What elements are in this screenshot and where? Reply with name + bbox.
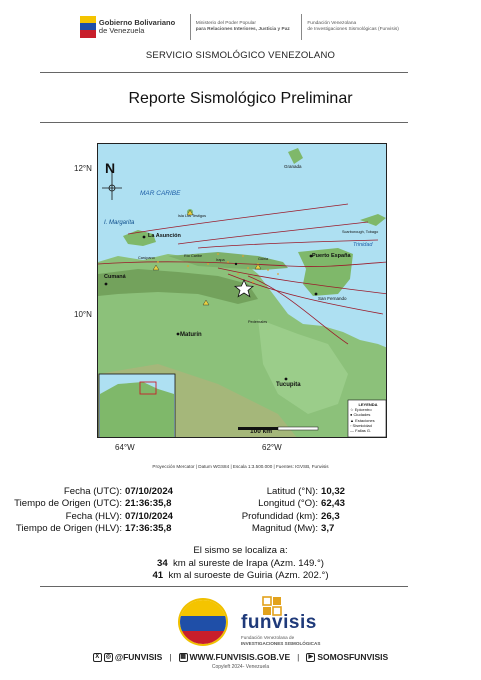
label-margarita: I. Margarita <box>104 220 135 226</box>
venezuela-flag-icon <box>80 16 95 38</box>
funvisis-subtitle: Fundación Venezolana de INVESTIGACIONES SISMOLÓGICAS <box>241 635 321 646</box>
distance-irapa: 34 <box>156 558 168 569</box>
ministry-line1: Ministerio del Poder Popular <box>195 21 256 26</box>
header-divider <box>190 14 191 40</box>
ministry-line2: para Relaciones Interiores, Justicia y Paz <box>195 27 290 32</box>
legend-title: LEYENDA <box>358 402 378 407</box>
footer-links <box>0 652 481 662</box>
lon-label-64: 64°W <box>115 443 135 452</box>
row-date-hlv: Fecha (HLV): 07/10/2024 <box>65 510 174 522</box>
epicenter-map <box>97 143 387 438</box>
distance-guiria: 41 <box>152 570 164 581</box>
youtube-icon: ▶ <box>306 653 315 662</box>
event-location-table <box>239 486 345 535</box>
location-intro: El sismo se localiza a: <box>193 545 288 556</box>
map-graphic <box>98 144 387 438</box>
youtube-link[interactable]: SOMOSFUNVISIS <box>317 652 389 662</box>
row-longitude: Longitud (°O): 62,43 <box>258 498 346 510</box>
granada-island <box>288 148 303 164</box>
label-los-testigos: Isla Los Testigos <box>178 214 206 218</box>
legend-item-seismicity: ◦ Sismicidad <box>350 422 372 428</box>
label-trinidad: Trinidad <box>353 242 373 248</box>
gov-line1: Gobierno Bolivariano <box>98 17 176 27</box>
report-title: Reporte Sismológico Preliminar <box>128 90 353 107</box>
website-link[interactable]: WWW.FUNVISIS.GOB.VE <box>189 652 291 662</box>
location-line-irapa: 34 km al sureste de Irapa (Azm. 149.°) <box>156 558 324 569</box>
ministry-seal-logo <box>178 598 228 646</box>
divider <box>40 122 408 123</box>
label-irapa: Irapa <box>216 258 225 262</box>
tobago-island <box>360 214 386 226</box>
header <box>80 10 410 44</box>
lat-label-10: 10°N <box>74 310 92 319</box>
service-name: SERVICIO SISMOLÓGICO VENEZOLANO <box>145 50 336 61</box>
header-divider <box>301 14 302 40</box>
funvisis-header-text <box>307 21 410 33</box>
legend-item-epicenter: ☆ Epicentro <box>350 407 372 413</box>
social-handle-link[interactable]: @FUNVISIS <box>114 652 163 662</box>
legend <box>350 402 386 433</box>
government-logo-text <box>99 19 185 36</box>
legend-item-stations: ▲ Estaciones <box>350 417 375 423</box>
north-arrow-icon <box>102 172 122 200</box>
label-rio-caribe: Río Caribe <box>184 254 203 258</box>
row-depth: Profundidad (km): 26,3 <box>241 510 340 522</box>
row-magnitude: Magnitud (Mw): 3,7 <box>251 522 335 534</box>
legend-item-cities: ● Ciudades <box>350 412 371 418</box>
divider <box>40 72 408 73</box>
label-carupano: Carúpano <box>138 256 155 260</box>
label-san-fernando: San Fernando <box>318 296 347 301</box>
funvisis-wordmark: funvisis <box>241 612 317 633</box>
sea-label: MAR CARIBE <box>140 190 181 197</box>
copyright: Copyleft 2024- Venezuela <box>211 664 270 670</box>
label-scarborough: Scarborough, Tobago <box>342 230 379 234</box>
label-granada: Granada <box>284 164 302 169</box>
funvisis-line2: de Investigaciones Sismológicas (Funvisis) <box>307 27 399 32</box>
instagram-icon: ◎ <box>105 653 111 660</box>
divider <box>40 586 408 587</box>
label-cumana: Cumaná <box>104 274 126 280</box>
label-puerto-espana: Puerto España <box>312 253 351 259</box>
lon-label-62: 62°W <box>262 443 282 452</box>
row-latitude: Latitud (°N): 10,32 <box>266 486 346 497</box>
inset-map <box>99 374 175 438</box>
label-asuncion: La Asunción <box>148 233 181 239</box>
map-caption: Proyección Mercator | Datum WGS84 | Escala 1:3.500.000 | Fuentes: IGVSB, Funvisis <box>152 464 329 469</box>
web-grid-icon: ▦ <box>180 653 186 660</box>
funvisis-line1: Fundación Venezolana <box>307 21 357 26</box>
north-label: N <box>105 160 116 176</box>
label-maturin: Maturín <box>180 332 202 338</box>
row-date-utc: Fecha (UTC): 07/10/2024 <box>63 486 174 497</box>
scale-label: 100 km <box>250 428 273 435</box>
label-guiria: Güiria <box>258 257 269 261</box>
label-tucupita: Tucupita <box>276 382 301 388</box>
lat-label-12: 12°N <box>74 164 92 173</box>
ministry-text <box>196 21 297 33</box>
footer-separator: | <box>297 652 300 662</box>
gov-line2: de Venezuela <box>98 26 145 35</box>
x-icon: X <box>93 653 102 662</box>
footer-separator: | <box>169 652 172 662</box>
row-time-hlv: Tiempo de Origen (HLV): 17:36:35,8 <box>15 522 172 534</box>
legend-item-faults: — Fallas G. <box>350 428 372 434</box>
row-time-utc: Tiempo de Origen (UTC): 21:36:35,8 <box>14 498 172 510</box>
label-pedernales: Pedernales <box>248 320 268 324</box>
event-time-table <box>0 486 189 535</box>
location-line-guiria: 41 km al suroeste de Guiria (Azm. 202.°) <box>152 570 329 581</box>
